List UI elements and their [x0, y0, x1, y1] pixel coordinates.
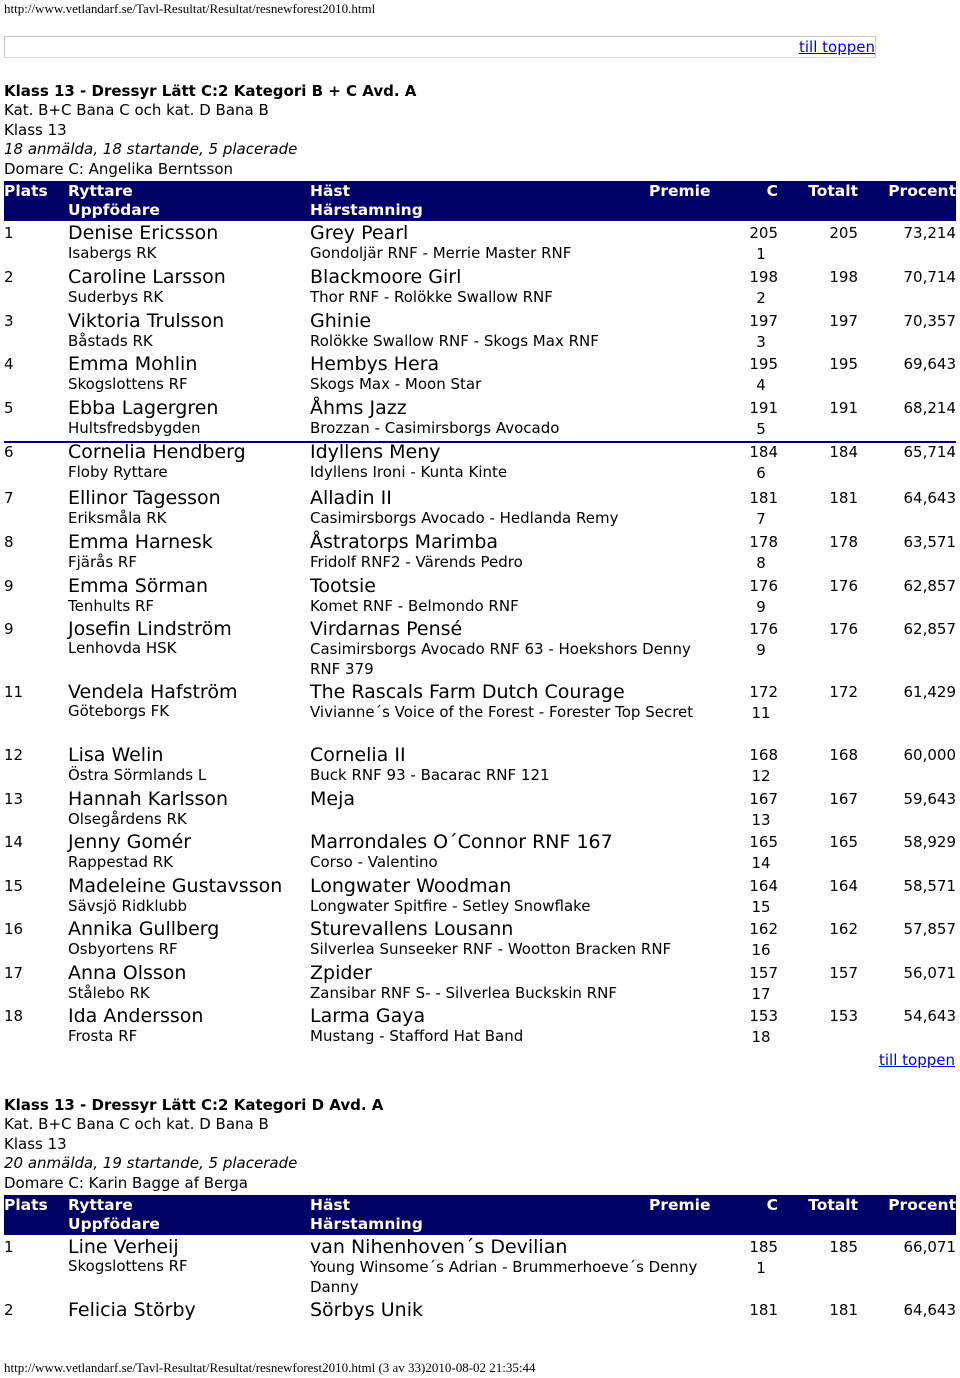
score-total: 176: [829, 577, 858, 595]
score-percent: 58,929: [903, 833, 956, 851]
rider-name: Anna Olsson: [68, 962, 187, 984]
score-total: 191: [829, 399, 858, 417]
score-total: 162: [829, 920, 858, 938]
score-percent: 65,714: [903, 443, 956, 461]
placement-rank: 4: [756, 376, 766, 394]
rider-name: Ebba Lagergren: [68, 397, 219, 419]
results-header-1: [4, 181, 956, 221]
score-percent: 60,000: [903, 746, 956, 764]
result-row: [4, 441, 956, 487]
result-row: [4, 1236, 956, 1299]
score-c: 162: [749, 920, 778, 938]
placement-rank: 18: [751, 1028, 771, 1046]
score-percent: 69,643: [903, 355, 956, 373]
placement: 1: [4, 224, 14, 242]
score-percent: 66,071: [903, 1238, 956, 1256]
score-percent: 62,857: [903, 620, 956, 638]
placement: 18: [4, 1007, 24, 1025]
rider-name: Line Verheij: [68, 1236, 179, 1258]
horse-name: Idyllens Meny: [310, 441, 441, 463]
placement: 2: [4, 268, 14, 286]
score-percent: 64,643: [903, 1301, 956, 1319]
score-c: 176: [749, 620, 778, 638]
horse-name: Åstratorps Marimba: [310, 531, 499, 553]
score-percent: 54,643: [903, 1007, 956, 1025]
score-percent: 70,714: [903, 268, 956, 286]
placement: 11: [4, 683, 24, 701]
header-totalt: Totalt: [808, 182, 858, 200]
score-percent: 56,071: [903, 964, 956, 982]
pedigree: Komet RNF - Belmondo RNF: [310, 597, 519, 615]
result-row: [4, 875, 956, 918]
class-number: Klass 13: [4, 120, 67, 139]
class-track: Kat. B+C Bana C och kat. D Bana B: [4, 101, 269, 120]
result-row: [4, 487, 956, 531]
score-total: 172: [829, 683, 858, 701]
placement-rank: 11: [751, 703, 771, 722]
result-row: [4, 831, 956, 875]
score-total: 167: [829, 790, 858, 808]
horse-name: Sörbys Unik: [310, 1299, 423, 1321]
rider-name: Cornelia Hendberg: [68, 441, 246, 463]
placement: 1: [4, 1238, 14, 1256]
score-c: 164: [749, 877, 778, 895]
result-row: [4, 618, 956, 681]
placement-rank: 12: [751, 767, 771, 785]
horse-name: Grey Pearl: [310, 222, 409, 244]
breeder-club: Fjärås RF: [68, 553, 137, 571]
rider-name: Emma Sörman: [68, 575, 209, 597]
score-c: 181: [749, 1301, 778, 1319]
class-number: Klass 13: [4, 1134, 67, 1153]
score-c: 181: [749, 489, 778, 507]
breeder-club: Båstads RK: [68, 332, 153, 350]
placement: 9: [4, 577, 14, 595]
header-uppfodare: Uppfödare: [68, 1215, 160, 1233]
header-ryttare: Ryttare: [68, 1196, 133, 1214]
placement: 15: [4, 877, 24, 895]
placement: 6: [4, 443, 14, 461]
breeder-club: Hultsfredsbygden: [68, 419, 201, 437]
rider-name: Vendela Hafström: [68, 681, 238, 703]
result-row: [4, 353, 956, 397]
placement: 5: [4, 399, 14, 417]
placement-rank: 7: [756, 510, 766, 528]
rider-name: Hannah Karlsson: [68, 788, 229, 810]
class-entries: 18 anmälda, 18 startande, 5 placerade: [4, 140, 298, 159]
horse-name: Zpider: [310, 962, 372, 984]
rider-name: Annika Gullberg: [68, 918, 220, 940]
score-percent: 61,429: [903, 683, 956, 701]
breeder-club: Stålebo RK: [68, 984, 150, 1002]
class-judge: Domare C: Karin Bagge af Berga: [4, 1173, 248, 1192]
score-total: 165: [829, 833, 858, 851]
horse-name: Ghinie: [310, 310, 372, 332]
header-premie: Premie: [649, 1196, 711, 1214]
pedigree: Young Winsome´s Adrian - Brummerhoeve´s Denny Danny: [310, 1258, 698, 1296]
horse-name: Meja: [310, 788, 356, 810]
score-percent: 70,357: [903, 312, 956, 330]
horse-name: Alladin II: [310, 487, 392, 509]
header-ryttare: Ryttare: [68, 182, 133, 200]
pedigree: Fridolf RNF2 - Värends Pedro: [310, 553, 523, 571]
horse-name: Hembys Hera: [310, 353, 440, 375]
placement: 17: [4, 964, 24, 982]
horse-name: Larma Gaya: [310, 1005, 426, 1027]
placement: 13: [4, 790, 24, 808]
rider-name: Ellinor Tagesson: [68, 487, 221, 509]
score-total: 198: [829, 268, 858, 286]
result-row: [4, 788, 956, 831]
header-uppfodare: Uppfödare: [68, 201, 160, 219]
breeder-club: Göteborgs FK: [68, 701, 170, 720]
pedigree: Vivianne´s Voice of the Forest - Forester Top Secret: [310, 703, 694, 721]
score-c: 195: [749, 355, 778, 373]
score-c: 191: [749, 399, 778, 417]
rider-name: Madeleine Gustavsson: [68, 875, 283, 897]
pedigree: Idyllens Ironi - Kunta Kinte: [310, 463, 508, 481]
header-totalt: Totalt: [808, 1196, 858, 1214]
breeder-club: Floby Ryttare: [68, 463, 168, 481]
result-row: [4, 744, 956, 788]
placement: 8: [4, 533, 14, 551]
rider-name: Jenny Gomér: [68, 831, 192, 853]
placement-rank: 8: [756, 554, 766, 572]
pedigree: Silverlea Sunseeker RNF - Wootton Bracken RNF: [310, 940, 672, 958]
score-total: 153: [829, 1007, 858, 1025]
breeder-club: Osbyortens RF: [68, 940, 178, 958]
pedigree: Thor RNF - Rolökke Swallow RNF: [310, 288, 553, 306]
class-track: Kat. B+C Bana C och kat. D Bana B: [4, 1115, 269, 1134]
score-total: 178: [829, 533, 858, 551]
score-total: 157: [829, 964, 858, 982]
placement-rank: 17: [751, 985, 771, 1003]
score-c: 197: [749, 312, 778, 330]
score-c: 167: [749, 790, 778, 808]
horse-name: van Nihenhoven´s Devilian: [310, 1236, 568, 1258]
placement-rank: 3: [756, 333, 766, 351]
score-c: 205: [749, 224, 778, 242]
rider-name: Emma Harnesk: [68, 531, 213, 553]
placement: 3: [4, 312, 14, 330]
result-row: [4, 397, 956, 441]
score-total: 197: [829, 312, 858, 330]
class-title: Klass 13 - Dressyr Lätt C:2 Kategori B + C Avd. A: [4, 82, 417, 100]
breeder-club: Tenhults RF: [68, 597, 155, 615]
breeder-club: Olsegårdens RK: [68, 810, 187, 828]
page-url-header: http://www.vetlandarf.se/Tavl-Resultat/Resultat/resnewforest2010.html: [4, 1, 376, 16]
score-percent: 58,571: [903, 877, 956, 895]
breeder-club: Suderbys RK: [68, 288, 164, 306]
horse-name: Blackmoore Girl: [310, 266, 462, 288]
placement-rank: 13: [751, 811, 771, 829]
pedigree: Skogs Max - Moon Star: [310, 375, 482, 393]
score-c: 172: [749, 683, 778, 701]
class-entries: 20 anmälda, 19 startande, 5 placerade: [4, 1154, 298, 1173]
score-percent: 59,643: [903, 790, 956, 808]
result-row: [4, 310, 956, 353]
score-total: 181: [829, 489, 858, 507]
placement-rank: 9: [756, 598, 766, 616]
page-footer: http://www.vetlandarf.se/Tavl-Resultat/Resultat/resnewforest2010.html (3 av 33)2010-08-02 21:35:44: [4, 1360, 536, 1375]
score-total: 181: [829, 1301, 858, 1319]
horse-name: Tootsie: [310, 575, 376, 597]
result-row: [4, 1299, 956, 1325]
placement-rank: 15: [751, 898, 771, 916]
pedigree: Zansibar RNF S- - Silverlea Buckskin RNF: [310, 984, 617, 1002]
header-procent: Procent: [888, 182, 956, 200]
header-c: C: [766, 1196, 778, 1214]
score-c: 185: [749, 1238, 778, 1256]
header-premie: Premie: [649, 182, 711, 200]
score-c: 168: [749, 746, 778, 764]
placement: 14: [4, 833, 24, 851]
placement: 2: [4, 1301, 14, 1319]
class-title: Klass 13 - Dressyr Lätt C:2 Kategori D Avd. A: [4, 1096, 384, 1114]
rider-name: Caroline Larsson: [68, 266, 226, 288]
result-row: [4, 681, 956, 744]
result-row: [4, 222, 956, 266]
pedigree: Buck RNF 93 - Bacarac RNF 121: [310, 766, 550, 784]
score-c: 165: [749, 833, 778, 851]
placement: 7: [4, 489, 14, 507]
horse-name: Virdarnas Pensé: [310, 618, 463, 640]
score-percent: 57,857: [903, 920, 956, 938]
placement-rank: 1: [756, 1258, 766, 1277]
breeder-club: Skogslottens RF: [68, 375, 188, 393]
rider-name: Felicia Störby: [68, 1299, 196, 1321]
score-total: 195: [829, 355, 858, 373]
placement: 16: [4, 920, 24, 938]
score-total: 168: [829, 746, 858, 764]
class-info-1: [4, 82, 416, 179]
score-percent: 62,857: [903, 577, 956, 595]
breeder-club: Östra Sörmlands L: [68, 766, 207, 784]
score-percent: 73,214: [903, 224, 956, 242]
result-row: [4, 575, 956, 618]
header-harstamning: Härstamning: [310, 201, 423, 219]
placement: 4: [4, 355, 14, 373]
score-c: 198: [749, 268, 778, 286]
placement: 12: [4, 746, 24, 764]
header-plats: Plats: [4, 182, 48, 200]
class-judge: Domare C: Angelika Berntsson: [4, 159, 234, 178]
breeder-club: Sävsjö Ridklubb: [68, 897, 188, 915]
horse-name: Åhms Jazz: [310, 397, 407, 419]
pedigree: Brozzan - Casimirsborgs Avocado: [310, 419, 560, 437]
header-harstamning: Härstamning: [310, 1215, 423, 1233]
score-c: 184: [749, 443, 778, 461]
back-to-top-link[interactable]: till toppen: [799, 38, 875, 56]
header-procent: Procent: [888, 1196, 956, 1214]
score-percent: 64,643: [903, 489, 956, 507]
placement-rank: 2: [756, 289, 766, 307]
score-c: 157: [749, 964, 778, 982]
header-hast: Häst: [310, 182, 351, 200]
result-row: [4, 531, 956, 575]
breeder-club: Lenhovda HSK: [68, 638, 177, 657]
pedigree: Gondoljär RNF - Merrie Master RNF: [310, 244, 572, 262]
score-total: 164: [829, 877, 858, 895]
horse-name: Cornelia II: [310, 744, 406, 766]
header-plats: Plats: [4, 1196, 48, 1214]
placement-rank: 14: [751, 854, 771, 872]
rider-name: Denise Ericsson: [68, 222, 219, 244]
horse-name: Longwater Woodman: [310, 875, 512, 897]
score-percent: 68,214: [903, 399, 956, 417]
score-c: 178: [749, 533, 778, 551]
toplink-container: [4, 36, 876, 58]
score-c: 176: [749, 577, 778, 595]
pedigree: Casimirsborgs Avocado RNF 63 - Hoekshors Denny RNF 379: [310, 640, 691, 678]
placement-rank: 16: [751, 941, 771, 959]
header-c: C: [766, 182, 778, 200]
header-hast: Häst: [310, 1196, 351, 1214]
breeder-club: Isabergs RK: [68, 244, 157, 262]
score-total: 185: [829, 1238, 858, 1256]
placement-rank: 1: [756, 245, 766, 263]
horse-name: Marrondales O´Connor RNF 167: [310, 831, 613, 853]
result-row: [4, 1005, 956, 1049]
class-info-2: [4, 1096, 383, 1193]
breeder-club: Skogslottens RF: [68, 1256, 188, 1275]
result-row: [4, 962, 956, 1005]
rider-name: Viktoria Trulsson: [68, 310, 225, 332]
breeder-club: Rappestad RK: [68, 853, 173, 871]
pedigree: Rolökke Swallow RNF - Skogs Max RNF: [310, 332, 599, 350]
placement-rank: 6: [756, 464, 766, 482]
horse-name: Sturevallens Lousann: [310, 918, 514, 940]
placement: 9: [4, 620, 14, 638]
score-percent: 63,571: [903, 533, 956, 551]
placement-rank: 9: [756, 640, 766, 659]
result-row: [4, 266, 956, 310]
horse-name: The Rascals Farm Dutch Courage: [310, 681, 625, 703]
back-to-top-link-2[interactable]: till toppen: [879, 1051, 955, 1069]
score-total: 205: [829, 224, 858, 242]
rider-name: Emma Mohlin: [68, 353, 198, 375]
results-header-2: [4, 1195, 956, 1235]
rider-name: Josefin Lindström: [68, 618, 232, 640]
rider-name: Lisa Welin: [68, 744, 164, 766]
pedigree: Casimirsborgs Avocado - Hedlanda Remy: [310, 509, 619, 527]
result-row: [4, 918, 956, 962]
placement-rank: 5: [756, 420, 766, 438]
score-total: 176: [829, 620, 858, 638]
pedigree: Mustang - Stafford Hat Band: [310, 1027, 524, 1045]
score-total: 184: [829, 443, 858, 461]
pedigree: Longwater Spitfire - Setley Snowflake: [310, 897, 591, 915]
rider-name: Ida Andersson: [68, 1005, 204, 1027]
breeder-club: Eriksmåla RK: [68, 509, 167, 527]
score-c: 153: [749, 1007, 778, 1025]
pedigree: Corso - Valentino: [310, 853, 438, 871]
breeder-club: Frosta RF: [68, 1027, 138, 1045]
